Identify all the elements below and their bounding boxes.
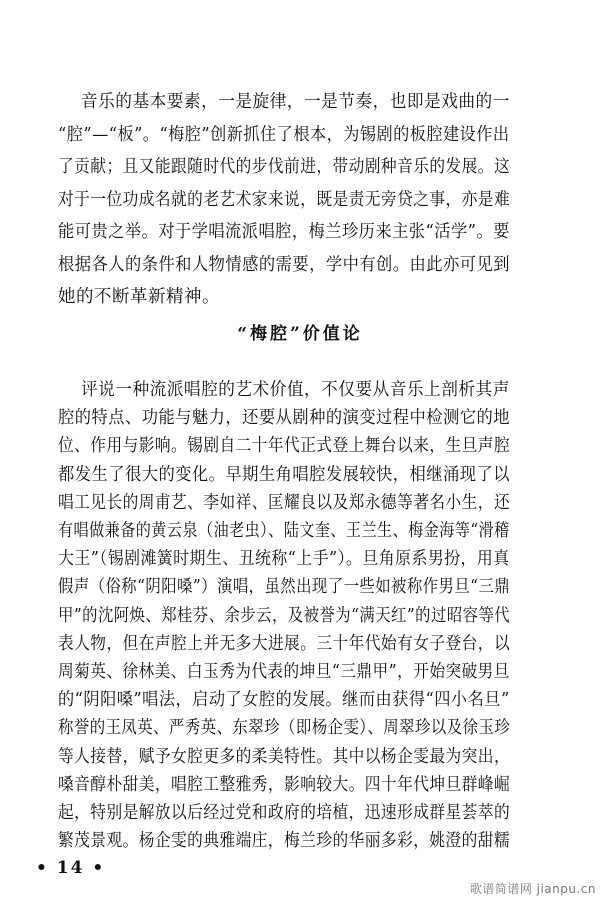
text-line: 等人接替，赋予女腔更多的柔美特性。其中以杨企雯最为突出， (58, 746, 511, 767)
text-line: 表人物，但在声腔上并无多大进展。三十年代始有女子登台，以 (58, 633, 511, 654)
text-line: 有唱做兼备的黄云泉（油老虫）、陆文奎、王兰生、梅金海等“滑稽 (58, 521, 510, 541)
text-line: 腔的特点、功能与魅力，还要从剧种的演变过程中检测它的地 (58, 408, 510, 429)
text-line: 周菊英、徐林美、白玉秀为代表的坤旦“三鼎甲”，开始突破男旦 (58, 662, 510, 682)
text-line: 位、作用与影响。锡剧自二十年代正式登上舞台以来，生旦声腔 (58, 436, 511, 457)
text-line: 对于一位功成名就的老艺术家来说，既是责无旁贷之事，亦是难 (58, 189, 511, 210)
text-line: 唱工见长的周甫艺、李如祥、匡耀良以及郑永德等著名小生，还 (58, 492, 511, 513)
text-line: 能可贵之举。对于学唱流派唱腔，梅兰珍历来主张“活学”。要 (58, 222, 510, 242)
text-line: 起，特别是解放以后经过党和政府的培植，迅速形成群星荟萃的 (58, 803, 511, 823)
text-line: 大王”（锡剧滩簧时期生、丑统称“上手”）。旦角原系男扮，用真 (58, 549, 510, 570)
text-line: 假声（俗称“阴阳嗓”）演唱，虽然出现了一些如被称作男旦“三鼎 (58, 577, 511, 598)
page-number: • 14 • (36, 858, 106, 878)
text-line: 的“阴阳嗓”唱法，启动了女腔的发展。继而由获得“四小名旦” (58, 690, 510, 711)
text-line: 繁茂景观。杨企雯的典雅端庄，梅兰珍的华丽多彩，姚澄的甜糯 (58, 831, 511, 852)
text-line: 根据各人的条件和人物情感的需要，学中有创。由此亦可见到 (58, 254, 510, 275)
text-line: 甲”的沈阿焕、郑桂芬、余步云，及被誉为“满天红”的过昭容等代 (58, 605, 511, 626)
text-line: 都发生了很大的变化。早期生角唱腔发展较快，相继涌现了以 (58, 464, 510, 485)
text-line: 她的不断革新精神。 (58, 287, 220, 307)
text-line: 了贡献；且又能跟随时代的步伐前进，带动剧种音乐的发展。这 (58, 157, 511, 177)
text-line: “腔”—“板”。“梅腔”创新抓住了根本，为锡剧的板腔建设作出 (58, 124, 510, 145)
text-line: 称誉的王凤英、严秀英、东翠珍（即杨企雯）、周翠珍以及徐玉珍 (58, 718, 511, 739)
text-line: 嗓音醇朴甜美，唱腔工整雅秀，影响较大。四十年代坤旦群峰崛 (58, 774, 511, 795)
watermark: 歌谱简谱网 jianpu.cn (469, 882, 596, 896)
text-line: 音乐的基本要素，一是旋律，一是节奏，也即是戏曲的一 (81, 92, 510, 112)
section-title: “梅腔”价值论 (237, 324, 363, 344)
text-line: 评说一种流派唱腔的艺术价值，不仅要从音乐上剖析其声 (81, 380, 510, 400)
